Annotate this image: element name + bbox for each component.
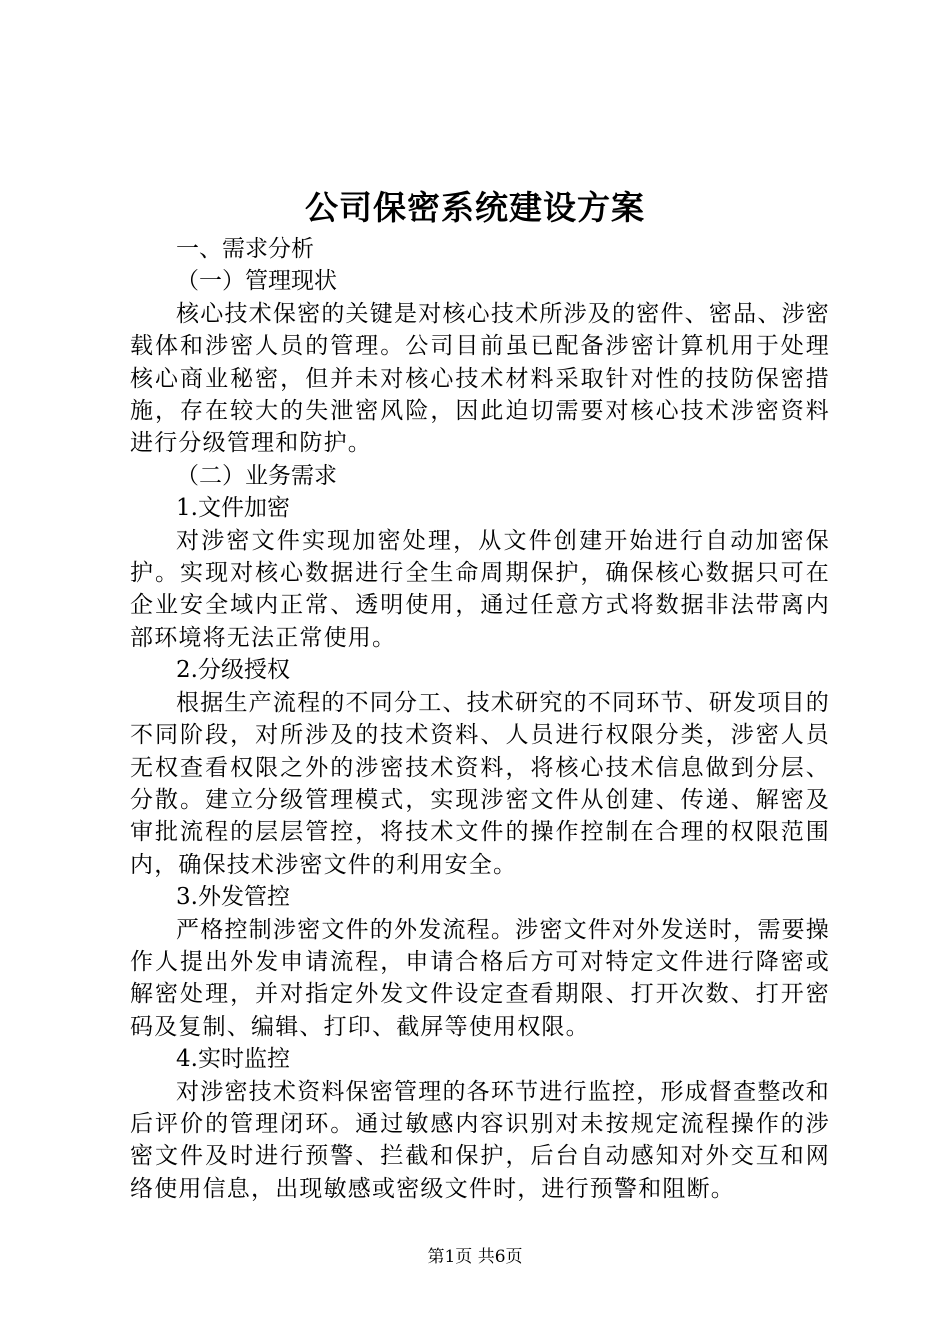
subsection-heading: （一）管理现状 — [176, 268, 337, 295]
paragraph: 对涉密文件实现加密处理，从文件创建开始进行自动加密保护。实现对核心数据进行全生命周期保护，确保核心数据只可在企业安全域内正常、透明使用，通过任意方式将数据非法带离内部环境将无法正常使用。 — [130, 527, 830, 651]
page-number-footer: 第1页 共6页 — [427, 1247, 523, 1267]
paragraph: 对涉密技术资料保密管理的各环节进行监控，形成督查整改和后评价的管理闭环。通过敏感内容识别对未按规定流程操作的涉密文件及时进行预警、拦截和保护，后台自动感知对外交互和网络使用信息，出现敏感或密级文件时，进行预警和阻断。 — [130, 1078, 830, 1202]
paragraph: 根据生产流程的不同分工、技术研究的不同环节、研发项目的不同阶段，对所涉及的技术资料、人员进行权限分类，涉密人员无权查看权限之外的涉密技术资料，将核心技术信息做到分层、分散。建立分级管理模式，实现涉密文件从创建、传递、解密及审批流程的层层管控，将技术文件的操作控制在合理的权限范围内，确保技术涉密文件的利用安全。 — [130, 689, 830, 878]
document-title: 公司保密系统建设方案 — [305, 188, 645, 227]
subsection-heading: （二）业务需求 — [176, 462, 337, 489]
paragraph: 核心技术保密的关键是对核心技术所涉及的密件、密品、涉密载体和涉密人员的管理。公司目前虽已配备涉密计算机用于处理核心商业秘密，但并未对核心技术材料采取针对性的技防保密措施，存在较大的失泄密风险，因此迫切需要对核心技术涉密资料进行分级管理和防护。 — [130, 300, 830, 457]
item-heading: 3.外发管控 — [176, 884, 290, 911]
section-heading: 一、需求分析 — [176, 236, 314, 262]
item-heading: 2.分级授权 — [176, 657, 290, 684]
item-heading: 1.文件加密 — [176, 495, 290, 522]
document-body — [130, 233, 830, 1205]
item-heading: 4.实时监控 — [176, 1046, 290, 1073]
paragraph: 严格控制涉密文件的外发流程。涉密文件对外发送时，需要操作人提出外发申请流程，申请合格后方可对特定文件进行降密或解密处理，并对指定外发文件设定查看期限、打开次数、打开密码及复制、编辑、打印、截屏等使用权限。 — [130, 916, 830, 1040]
